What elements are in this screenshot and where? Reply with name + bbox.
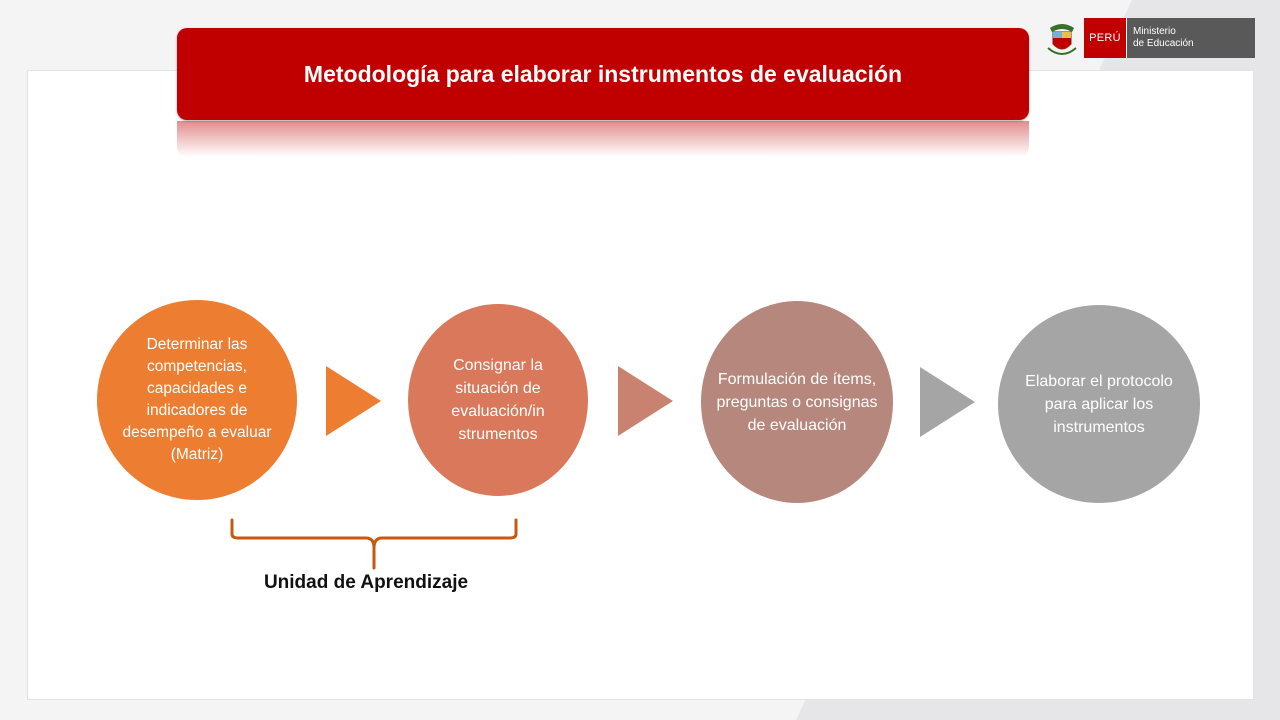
brace-label: Unidad de Aprendizaje	[263, 572, 469, 593]
coat-of-arms-icon	[1046, 18, 1078, 58]
ministry-logo	[1046, 18, 1255, 58]
ministry-line-2: de Educación	[1133, 38, 1194, 49]
step-text: Consignar la situación de evaluación/in strumentos	[451, 357, 545, 443]
title-reflection	[177, 121, 1029, 157]
arrow-right-icon	[618, 366, 673, 436]
ministry-line-1: Ministerio	[1133, 26, 1176, 37]
step-formulate-items	[701, 301, 893, 503]
step-determine-competencies	[97, 300, 297, 500]
arrow-right-icon	[326, 366, 381, 436]
step-text: Elaborar el protocolo para aplicar los instrumentos	[1025, 372, 1173, 436]
step-text: Formulación de ítems, preguntas o consignas de evaluación	[716, 370, 878, 434]
slide-title: Metodología para elaborar instrumentos de evaluación	[303, 60, 903, 87]
step-elaborate-protocol	[998, 305, 1200, 503]
arrow-right-icon	[920, 367, 975, 437]
ministry-label	[1126, 18, 1255, 58]
grouping-brace	[228, 516, 520, 572]
step-consign-situation	[408, 304, 588, 496]
step-text: Determinar las competencias, capacidades e indicadores de desempeño a evaluar (Matriz)	[122, 336, 272, 463]
peru-label: PERÚ	[1084, 18, 1126, 58]
title-banner	[177, 28, 1029, 120]
